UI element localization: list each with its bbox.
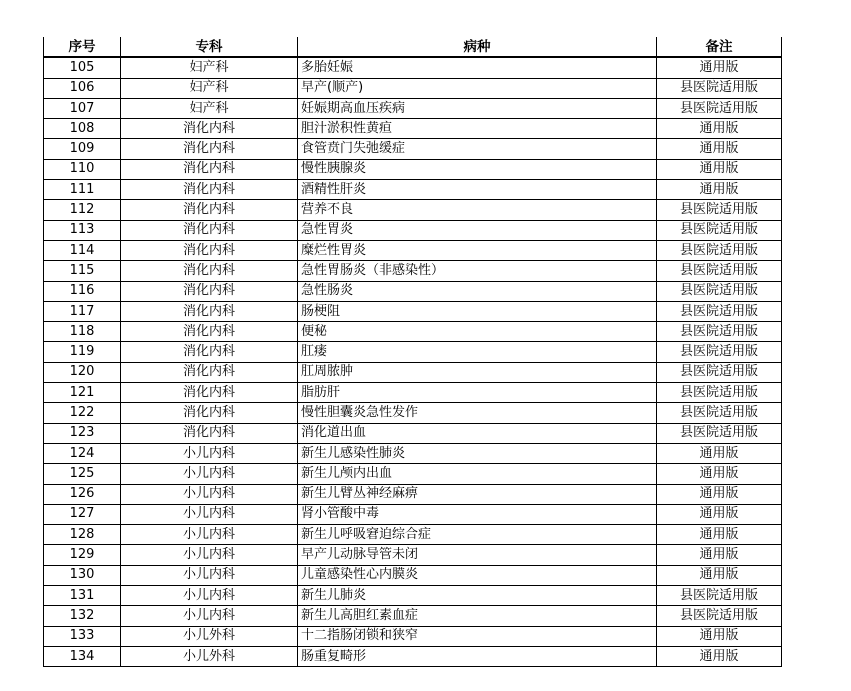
table-row: [44, 322, 782, 342]
cell-dept: 妇产科: [121, 98, 298, 118]
table-row: [44, 525, 782, 545]
cell-disease: 急性肠炎: [298, 281, 657, 301]
cell-dept: 消化内科: [121, 383, 298, 403]
header-dept: 专科: [121, 37, 298, 57]
cell-note: 通用版: [657, 525, 782, 545]
cell-disease: 新生儿臂丛神经麻痹: [298, 484, 657, 504]
cell-no: 122: [44, 403, 121, 423]
cell-disease: 早产儿动脉导管未闭: [298, 545, 657, 565]
cell-disease: 消化道出血: [298, 423, 657, 443]
header-row: [44, 37, 782, 57]
cell-no: 132: [44, 606, 121, 626]
cell-dept: 消化内科: [121, 119, 298, 139]
cell-disease: 新生儿颅内出血: [298, 464, 657, 484]
cell-note: 县医院适用版: [657, 423, 782, 443]
cell-disease: 便秘: [298, 322, 657, 342]
cell-disease: 十二指肠闭锁和狭窄: [298, 626, 657, 646]
cell-note: 县医院适用版: [657, 606, 782, 626]
table-row: [44, 78, 782, 98]
cell-dept: 消化内科: [121, 240, 298, 260]
table-row: [44, 504, 782, 524]
cell-note: 县医院适用版: [657, 261, 782, 281]
cell-no: 109: [44, 139, 121, 159]
cell-disease: 食管贲门失弛缓症: [298, 139, 657, 159]
cell-no: 110: [44, 159, 121, 179]
cell-dept: 小儿外科: [121, 646, 298, 666]
cell-disease: 肾小管酸中毒: [298, 504, 657, 524]
cell-no: 113: [44, 220, 121, 240]
table-row: [44, 443, 782, 463]
table-row: [44, 565, 782, 585]
cell-dept: 小儿内科: [121, 443, 298, 463]
cell-no: 125: [44, 464, 121, 484]
cell-note: 通用版: [657, 464, 782, 484]
cell-no: 129: [44, 545, 121, 565]
cell-no: 131: [44, 586, 121, 606]
table-row: [44, 180, 782, 200]
cell-disease: 肠重复畸形: [298, 646, 657, 666]
cell-disease: 肛瘘: [298, 342, 657, 362]
cell-note: 县医院适用版: [657, 403, 782, 423]
cell-dept: 消化内科: [121, 403, 298, 423]
cell-dept: 小儿内科: [121, 545, 298, 565]
cell-note: 通用版: [657, 504, 782, 524]
cell-disease: 脂肪肝: [298, 383, 657, 403]
cell-note: 通用版: [657, 646, 782, 666]
table-row: [44, 646, 782, 666]
cell-no: 107: [44, 98, 121, 118]
cell-dept: 小儿内科: [121, 504, 298, 524]
cell-no: 116: [44, 281, 121, 301]
cell-dept: 消化内科: [121, 159, 298, 179]
header-note: 备注: [657, 37, 782, 57]
cell-note: 通用版: [657, 565, 782, 585]
cell-dept: 小儿内科: [121, 484, 298, 504]
cell-no: 134: [44, 646, 121, 666]
cell-dept: 妇产科: [121, 78, 298, 98]
cell-disease: 妊娠期高血压疾病: [298, 98, 657, 118]
cell-no: 133: [44, 626, 121, 646]
cell-note: 县医院适用版: [657, 586, 782, 606]
table-row: [44, 606, 782, 626]
cell-dept: 消化内科: [121, 139, 298, 159]
table-row: [44, 220, 782, 240]
cell-note: 通用版: [657, 119, 782, 139]
cell-dept: 消化内科: [121, 281, 298, 301]
table-row: [44, 281, 782, 301]
cell-no: 119: [44, 342, 121, 362]
cell-dept: 消化内科: [121, 180, 298, 200]
cell-disease: 慢性胰腺炎: [298, 159, 657, 179]
cell-dept: 妇产科: [121, 57, 298, 78]
table-row: [44, 383, 782, 403]
table-row: [44, 159, 782, 179]
cell-dept: 小儿外科: [121, 626, 298, 646]
cell-no: 121: [44, 383, 121, 403]
cell-no: 112: [44, 200, 121, 220]
cell-disease: 早产(顺产): [298, 78, 657, 98]
cell-disease: 慢性胆囊炎急性发作: [298, 403, 657, 423]
cell-dept: 小儿内科: [121, 606, 298, 626]
cell-note: 县医院适用版: [657, 78, 782, 98]
cell-no: 130: [44, 565, 121, 585]
cell-dept: 消化内科: [121, 220, 298, 240]
table-row: [44, 57, 782, 78]
cell-note: 通用版: [657, 443, 782, 463]
cell-note: 县医院适用版: [657, 301, 782, 321]
cell-disease: 新生儿肺炎: [298, 586, 657, 606]
cell-no: 127: [44, 504, 121, 524]
table-row: [44, 301, 782, 321]
table-row: [44, 119, 782, 139]
header-no: 序号: [44, 37, 121, 57]
cell-disease: 胆汁淤积性黄疸: [298, 119, 657, 139]
table-row: [44, 98, 782, 118]
table-row: [44, 586, 782, 606]
cell-note: 县医院适用版: [657, 281, 782, 301]
cell-no: 126: [44, 484, 121, 504]
cell-note: 通用版: [657, 159, 782, 179]
cell-no: 114: [44, 240, 121, 260]
cell-note: 通用版: [657, 57, 782, 78]
cell-dept: 小儿内科: [121, 525, 298, 545]
cell-no: 123: [44, 423, 121, 443]
cell-no: 120: [44, 362, 121, 382]
cell-dept: 消化内科: [121, 301, 298, 321]
cell-dept: 小儿内科: [121, 464, 298, 484]
cell-note: 县医院适用版: [657, 240, 782, 260]
cell-no: 106: [44, 78, 121, 98]
cell-disease: 肠梗阻: [298, 301, 657, 321]
table-row: [44, 139, 782, 159]
cell-disease: 新生儿呼吸窘迫综合症: [298, 525, 657, 545]
cell-no: 117: [44, 301, 121, 321]
cell-note: 县医院适用版: [657, 383, 782, 403]
cell-note: 县医院适用版: [657, 342, 782, 362]
cell-note: 通用版: [657, 626, 782, 646]
cell-disease: 新生儿高胆红素血症: [298, 606, 657, 626]
cell-dept: 消化内科: [121, 342, 298, 362]
cell-no: 118: [44, 322, 121, 342]
cell-disease: 肛周脓肿: [298, 362, 657, 382]
table-body: [44, 57, 782, 666]
cell-disease: 营养不良: [298, 200, 657, 220]
cell-note: 通用版: [657, 139, 782, 159]
table-row: [44, 545, 782, 565]
cell-disease: 儿童感染性心内膜炎: [298, 565, 657, 585]
cell-no: 124: [44, 443, 121, 463]
table-row: [44, 261, 782, 281]
table-row: [44, 240, 782, 260]
cell-note: 县医院适用版: [657, 200, 782, 220]
cell-note: 通用版: [657, 484, 782, 504]
cell-note: 县医院适用版: [657, 362, 782, 382]
disease-table: [43, 37, 782, 667]
table-row: [44, 342, 782, 362]
cell-dept: 消化内科: [121, 362, 298, 382]
cell-disease: 急性胃肠炎（非感染性）: [298, 261, 657, 281]
table-row: [44, 626, 782, 646]
cell-no: 111: [44, 180, 121, 200]
cell-note: 通用版: [657, 545, 782, 565]
cell-no: 115: [44, 261, 121, 281]
cell-dept: 消化内科: [121, 261, 298, 281]
cell-note: 通用版: [657, 180, 782, 200]
cell-disease: 新生儿感染性肺炎: [298, 443, 657, 463]
cell-disease: 糜烂性胃炎: [298, 240, 657, 260]
cell-dept: 小儿内科: [121, 565, 298, 585]
cell-no: 105: [44, 57, 121, 78]
table-row: [44, 362, 782, 382]
cell-dept: 消化内科: [121, 322, 298, 342]
cell-disease: 急性胃炎: [298, 220, 657, 240]
table-row: [44, 403, 782, 423]
cell-disease: 酒精性肝炎: [298, 180, 657, 200]
table-row: [44, 464, 782, 484]
cell-note: 县医院适用版: [657, 322, 782, 342]
cell-no: 128: [44, 525, 121, 545]
cell-dept: 小儿内科: [121, 586, 298, 606]
cell-disease: 多胎妊娠: [298, 57, 657, 78]
cell-note: 县医院适用版: [657, 220, 782, 240]
table-row: [44, 423, 782, 443]
cell-note: 县医院适用版: [657, 98, 782, 118]
table-row: [44, 200, 782, 220]
cell-dept: 消化内科: [121, 200, 298, 220]
cell-dept: 消化内科: [121, 423, 298, 443]
cell-no: 108: [44, 119, 121, 139]
header-disease: 病种: [298, 37, 657, 57]
table-row: [44, 484, 782, 504]
